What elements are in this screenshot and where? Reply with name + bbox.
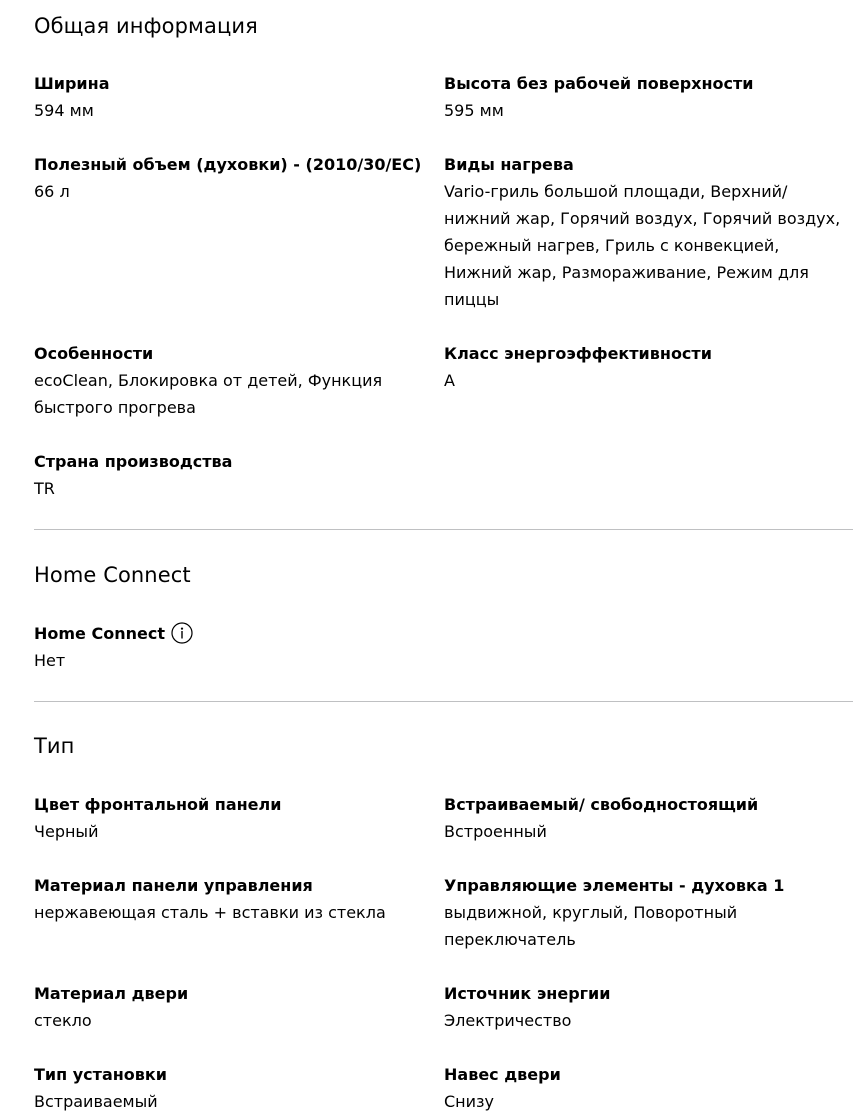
spec-item-door-hinge bbox=[444, 1061, 853, 1115]
spec-value: 66 л bbox=[34, 182, 70, 201]
spec-item-volume bbox=[34, 151, 444, 313]
spec-label: Полезный объем (духовки) - (2010/30/EC) bbox=[34, 155, 422, 174]
spec-label: Особенности bbox=[34, 344, 154, 363]
spec-label: Цвет фронтальной панели bbox=[34, 795, 282, 814]
spec-item-energy-class bbox=[444, 340, 853, 421]
section-type bbox=[34, 702, 853, 1120]
section-home-connect bbox=[34, 530, 853, 701]
spec-item-home-connect bbox=[34, 620, 444, 674]
spec-label: Тип установки bbox=[34, 1065, 167, 1084]
section-title: Общая информация bbox=[34, 14, 258, 38]
spec-value: Встроенный bbox=[444, 822, 547, 841]
spec-item-height bbox=[444, 70, 853, 124]
spec-value: Встраиваемый bbox=[34, 1092, 158, 1111]
spec-value: выдвижной, круглый, Поворотный переключатель bbox=[444, 903, 738, 949]
spec-label: Страна производства bbox=[34, 452, 233, 471]
info-icon[interactable] bbox=[171, 622, 193, 644]
spec-label-row bbox=[34, 620, 436, 647]
spec-item-country bbox=[34, 448, 444, 502]
spec-item-door-material bbox=[34, 980, 444, 1034]
spec-label: Материал панели управления bbox=[34, 876, 313, 895]
section-title: Тип bbox=[34, 734, 75, 758]
section-title: Home Connect bbox=[34, 563, 191, 587]
spec-value: 595 мм bbox=[444, 101, 504, 120]
spec-item-heating-modes bbox=[444, 151, 853, 313]
spec-item-control-panel-material bbox=[34, 872, 444, 953]
spec-value: Нет bbox=[34, 651, 66, 670]
spec-value: ecoClean, Блокировка от детей, Функция быстрого прогрева bbox=[34, 371, 383, 417]
spec-value: стекло bbox=[34, 1011, 92, 1030]
spec-label: Материал двери bbox=[34, 984, 189, 1003]
section-general-info bbox=[34, 0, 853, 529]
spec-label: Источник энергии bbox=[444, 984, 611, 1003]
spec-label: Высота без рабочей поверхности bbox=[444, 74, 754, 93]
spec-grid bbox=[34, 791, 853, 1120]
spec-value: 594 мм bbox=[34, 101, 94, 120]
spec-label: Класс энергоэффективности bbox=[444, 344, 712, 363]
spec-value: TR bbox=[34, 479, 55, 498]
spec-label: Ширина bbox=[34, 74, 110, 93]
spec-value: Снизу bbox=[444, 1092, 495, 1111]
spec-item-front-color bbox=[34, 791, 444, 845]
spec-item-installation-type bbox=[34, 1061, 444, 1115]
spec-item-features bbox=[34, 340, 444, 421]
spec-value: Черный bbox=[34, 822, 99, 841]
spec-label: Навес двери bbox=[444, 1065, 561, 1084]
spec-item-installation-kind bbox=[444, 791, 853, 845]
spec-page bbox=[34, 0, 853, 1120]
spec-item-width bbox=[34, 70, 444, 124]
spec-label: Управляющие элементы - духовка 1 bbox=[444, 876, 785, 895]
spec-grid bbox=[34, 620, 853, 701]
spec-item-controls bbox=[444, 872, 853, 953]
spec-value: A bbox=[444, 371, 455, 390]
spec-grid bbox=[34, 70, 853, 529]
spec-value: нержавеющая сталь + вставки из стекла bbox=[34, 903, 386, 922]
spec-item-energy-source bbox=[444, 980, 853, 1034]
spec-label: Встраиваемый/ свободностоящий bbox=[444, 795, 759, 814]
spec-value: Vario-гриль большой площади, Верхний/ нижний жар, Горячий воздух, Горячий воздух, бережный нагрев, Гриль с конвекцией, Нижний жар, Размораживание, Режим для пиццы bbox=[444, 182, 841, 309]
spec-label: Виды нагрева bbox=[444, 155, 574, 174]
spec-value: Электричество bbox=[444, 1011, 572, 1030]
spec-label: Home Connect bbox=[34, 624, 165, 643]
